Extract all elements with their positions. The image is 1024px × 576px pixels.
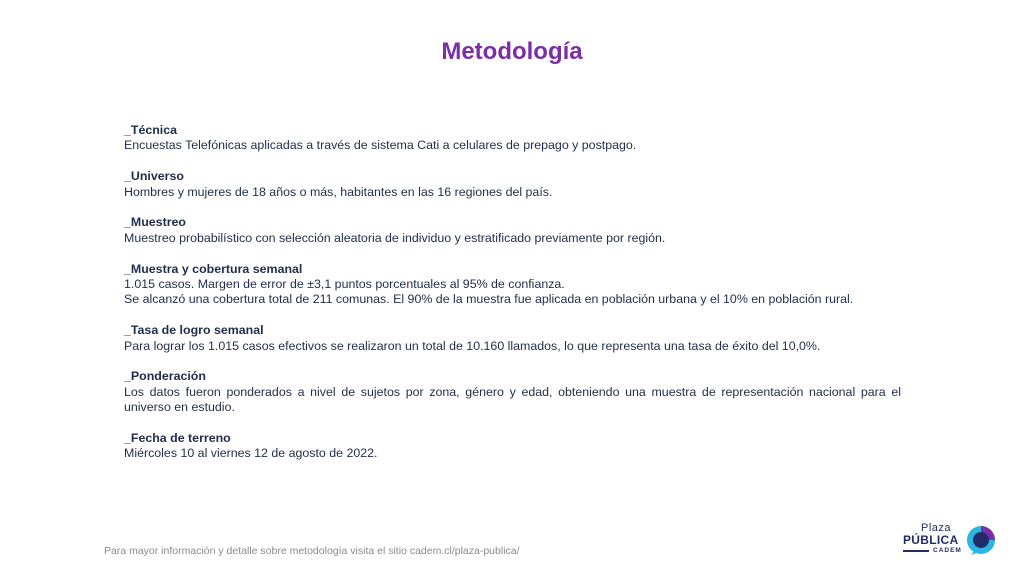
section-text: Hombres y mujeres de 18 años o más, habitantes en las 16 regiones del país. xyxy=(124,184,553,199)
logo-text-publica: PÚBLICA xyxy=(903,533,959,547)
footer-note: Para mayor información y detalle sobre metodología visita el sitio cadem.cl/plaza-publica/ xyxy=(104,545,520,557)
logo-text-plaza: Plaza xyxy=(921,522,952,534)
section-heading: _Universo xyxy=(124,169,184,184)
section-text: Para lograr los 1.015 casos efectivos se realizaron un total de 10.160 llamados, lo que representa una tasa de éxito del 10,0%. xyxy=(124,338,821,353)
section-fecha-terreno xyxy=(124,431,901,462)
section-heading: _Tasa de logro semanal xyxy=(124,323,264,338)
logo-text-cadem: CADEM xyxy=(933,547,962,554)
section-universo xyxy=(124,169,901,200)
logo-underline xyxy=(903,550,929,552)
section-text: Encuestas Telefónicas aplicadas a través de sistema Cati a celulares de prepago y postpago. xyxy=(124,138,637,153)
section-muestra-cobertura xyxy=(124,262,901,308)
section-heading: _Muestreo xyxy=(124,215,186,230)
section-heading: _Muestra y cobertura semanal xyxy=(124,261,303,276)
section-text: Miércoles 10 al viernes 12 de agosto de 2022. xyxy=(124,446,378,461)
section-ponderacion xyxy=(124,369,901,415)
page-title: Metodología xyxy=(441,38,583,65)
section-heading: _Ponderación xyxy=(124,369,206,384)
section-text: Se alcanzó una cobertura total de 211 comunas. El 90% de la muestra fue aplicada en población urbana y el 10% en población rural. xyxy=(124,292,854,307)
section-tasa-logro xyxy=(124,323,901,354)
speech-bubble-icon xyxy=(965,524,997,556)
plaza-publica-logo xyxy=(903,522,1003,558)
section-heading: _Técnica xyxy=(124,123,178,137)
section-text: 1.015 casos. Margen de error de ±3,1 puntos porcentuales al 95% de confianza. xyxy=(124,277,565,292)
section-heading: _Fecha de terreno xyxy=(124,431,231,446)
section-text: Los datos fueron ponderados a nivel de sujetos por zona, género y edad, obteniendo una muestra de representación nacional para el universo en estudio. xyxy=(124,384,901,415)
section-muestreo xyxy=(124,215,901,246)
methodology-content xyxy=(124,123,901,477)
section-text: Muestreo probabilístico con selección aleatoria de individuo y estratificado previamente por región. xyxy=(124,230,666,245)
section-tecnica xyxy=(124,123,901,154)
